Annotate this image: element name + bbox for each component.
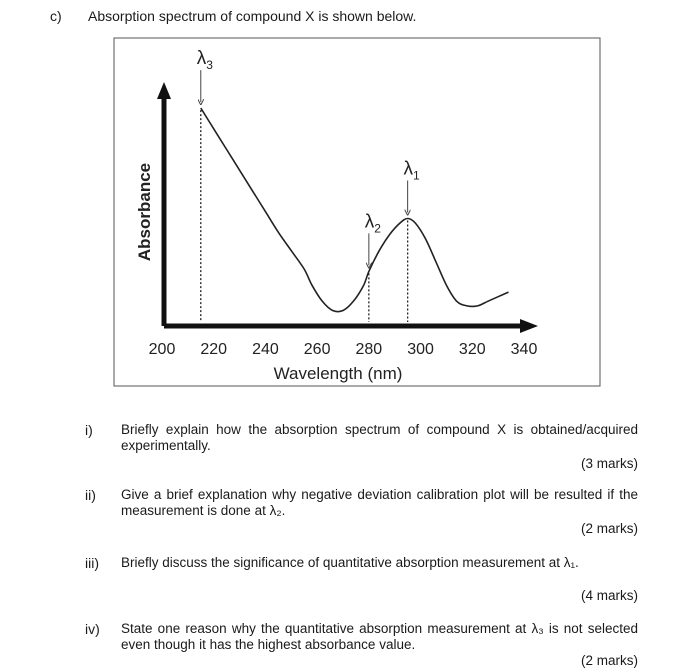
- annotation-label: $\lambda_2$: [364, 211, 381, 236]
- question-i-number: i): [85, 422, 93, 438]
- x-axis-label: Wavelength (nm): [273, 364, 403, 383]
- question-ii-number: ii): [85, 487, 96, 503]
- x-tick-label: 200: [148, 341, 176, 358]
- x-tick-label: 340: [510, 341, 538, 358]
- question-iii-marks: (4 marks): [581, 588, 638, 603]
- question-ii-text: Give a brief explanation why negative deviation calibration plot will be resulted if the measurement is done at λ₂.: [121, 487, 638, 518]
- part-label: c): [50, 8, 62, 24]
- annotation-label: $\lambda_1$: [403, 158, 420, 183]
- y-axis-label: Absorbance: [135, 162, 154, 262]
- annotation-label: $\lambda_3$: [196, 48, 213, 73]
- x-tick-label: 220: [200, 341, 228, 358]
- part-intro: Absorption spectrum of compound X is shown below.: [88, 8, 417, 24]
- x-tick-label: 280: [355, 341, 383, 358]
- question-iv-marks: (2 marks): [581, 653, 638, 668]
- x-tick-label: 300: [407, 341, 434, 358]
- question-iii-text: Briefly discuss the significance of quantitative absorption measurement at λ₁.: [121, 555, 579, 570]
- question-iv-number: iv): [85, 621, 100, 637]
- x-tick-label: 260: [303, 341, 331, 358]
- x-tick-label: 240: [252, 341, 279, 358]
- x-tick-label: 320: [458, 341, 486, 358]
- question-iii-number: iii): [85, 555, 99, 571]
- question-ii-marks: (2 marks): [581, 521, 638, 536]
- question-i-marks: (3 marks): [581, 456, 638, 471]
- figure-frame: [114, 38, 600, 386]
- question-i-text: Briefly explain how the absorption spectrum of compound X is obtained/acquired experimentally.: [121, 422, 638, 453]
- question-iv-text: State one reason why the quantitative absorption measurement at λ₃ is not selected even though it has the highest absorbance value.: [121, 621, 638, 652]
